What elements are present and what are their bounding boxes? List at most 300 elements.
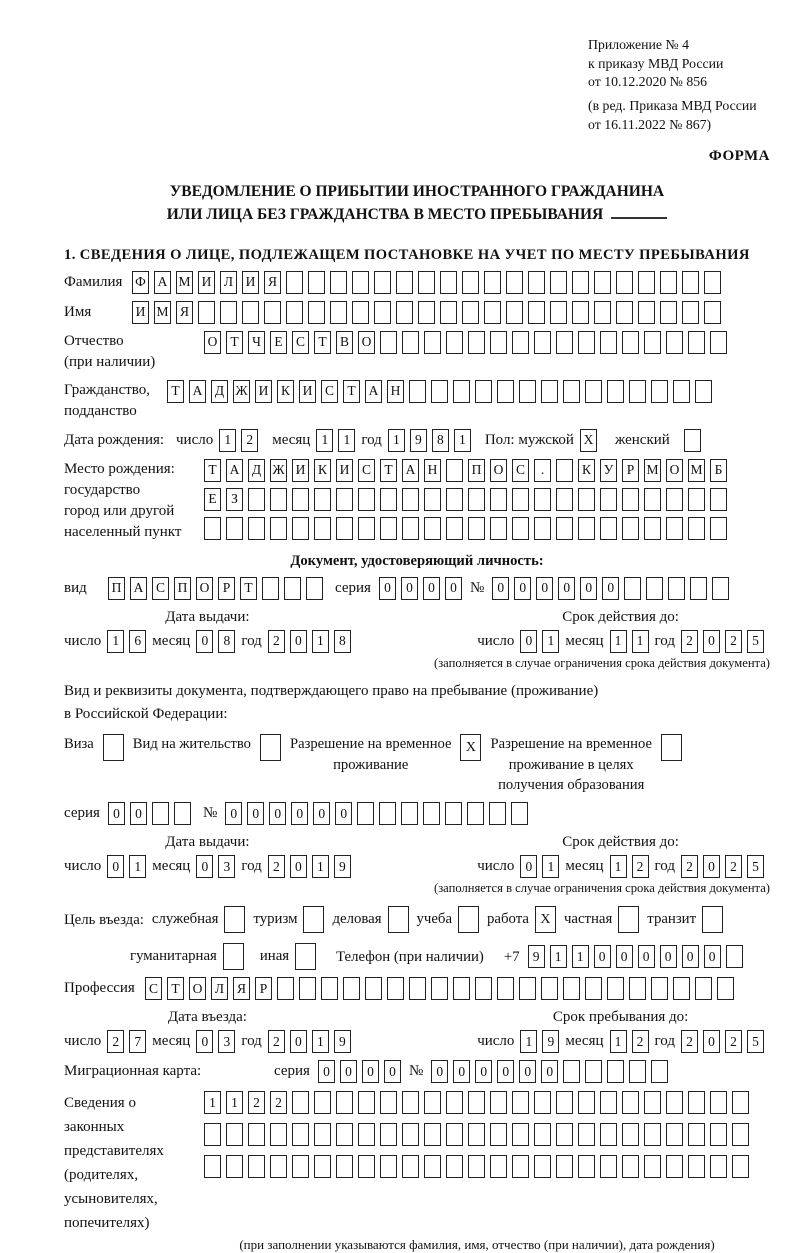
char-cell[interactable] bbox=[308, 271, 325, 294]
char-cell[interactable]: А bbox=[189, 380, 206, 403]
char-cell[interactable]: Т bbox=[380, 459, 397, 482]
char-cell[interactable] bbox=[226, 1123, 243, 1146]
char-cell[interactable] bbox=[710, 488, 727, 511]
char-cell[interactable] bbox=[710, 331, 727, 354]
char-cell[interactable]: 5 bbox=[747, 855, 764, 878]
char-cell[interactable] bbox=[528, 271, 545, 294]
char-cell[interactable] bbox=[299, 977, 316, 1000]
char-cell[interactable]: 1 bbox=[610, 1030, 627, 1053]
char-cell[interactable]: 5 bbox=[747, 1030, 764, 1053]
char-cell[interactable]: 0 bbox=[362, 1060, 379, 1083]
char-cell[interactable] bbox=[475, 380, 492, 403]
char-cell[interactable] bbox=[732, 1155, 749, 1178]
char-cell[interactable] bbox=[453, 380, 470, 403]
char-cell[interactable] bbox=[292, 1123, 309, 1146]
char-cell[interactable] bbox=[534, 488, 551, 511]
char-cell[interactable] bbox=[600, 1091, 617, 1114]
char-cell[interactable]: И bbox=[336, 459, 353, 482]
char-cell[interactable] bbox=[684, 429, 701, 452]
char-cell[interactable] bbox=[379, 802, 396, 825]
char-cell[interactable]: М bbox=[688, 459, 705, 482]
char-cell[interactable] bbox=[528, 301, 545, 324]
char-cell[interactable] bbox=[446, 1155, 463, 1178]
char-cell[interactable]: М bbox=[176, 271, 193, 294]
char-cell[interactable] bbox=[402, 1091, 419, 1114]
char-cell[interactable] bbox=[314, 1123, 331, 1146]
char-cell[interactable]: 1 bbox=[338, 429, 355, 452]
char-cell[interactable] bbox=[264, 301, 281, 324]
char-cell[interactable] bbox=[270, 517, 287, 540]
char-cell[interactable]: О bbox=[189, 977, 206, 1000]
char-cell[interactable] bbox=[401, 802, 418, 825]
char-cell[interactable] bbox=[490, 331, 507, 354]
char-cell[interactable]: 0 bbox=[247, 802, 264, 825]
char-cell[interactable] bbox=[248, 1155, 265, 1178]
char-cell[interactable] bbox=[352, 271, 369, 294]
char-cell[interactable]: 0 bbox=[541, 1060, 558, 1083]
char-cell[interactable]: 0 bbox=[703, 855, 720, 878]
checkbox-cell[interactable]: X bbox=[535, 906, 556, 933]
char-cell[interactable] bbox=[314, 517, 331, 540]
char-cell[interactable] bbox=[431, 380, 448, 403]
char-cell[interactable]: 2 bbox=[268, 630, 285, 653]
char-cell[interactable] bbox=[594, 271, 611, 294]
char-cell[interactable]: 0 bbox=[107, 855, 124, 878]
char-cell[interactable] bbox=[490, 1155, 507, 1178]
char-cell[interactable]: 1 bbox=[572, 945, 589, 968]
char-cell[interactable] bbox=[585, 1060, 602, 1083]
char-cell[interactable]: 0 bbox=[423, 577, 440, 600]
char-cell[interactable]: 0 bbox=[703, 1030, 720, 1053]
char-cell[interactable]: 0 bbox=[108, 802, 125, 825]
char-cell[interactable]: 0 bbox=[290, 630, 307, 653]
char-cell[interactable] bbox=[616, 301, 633, 324]
char-cell[interactable] bbox=[688, 1155, 705, 1178]
char-cell[interactable] bbox=[336, 488, 353, 511]
char-cell[interactable] bbox=[710, 517, 727, 540]
char-cell[interactable] bbox=[666, 517, 683, 540]
char-cell[interactable] bbox=[248, 517, 265, 540]
checkbox-cell[interactable] bbox=[224, 906, 245, 933]
char-cell[interactable] bbox=[226, 517, 243, 540]
char-cell[interactable]: О bbox=[204, 331, 221, 354]
char-cell[interactable] bbox=[556, 1155, 573, 1178]
char-cell[interactable]: Ф bbox=[132, 271, 149, 294]
char-cell[interactable] bbox=[468, 331, 485, 354]
char-cell[interactable] bbox=[424, 488, 441, 511]
char-cell[interactable]: 0 bbox=[519, 1060, 536, 1083]
char-cell[interactable] bbox=[624, 577, 641, 600]
char-cell[interactable]: 0 bbox=[638, 945, 655, 968]
char-cell[interactable] bbox=[402, 331, 419, 354]
char-cell[interactable]: 0 bbox=[594, 945, 611, 968]
char-cell[interactable] bbox=[336, 1155, 353, 1178]
char-cell[interactable] bbox=[519, 977, 536, 1000]
char-cell[interactable] bbox=[424, 331, 441, 354]
char-cell[interactable] bbox=[644, 331, 661, 354]
char-cell[interactable]: 0 bbox=[475, 1060, 492, 1083]
char-cell[interactable]: 0 bbox=[290, 1030, 307, 1053]
char-cell[interactable] bbox=[506, 301, 523, 324]
char-cell[interactable] bbox=[204, 1155, 221, 1178]
char-cell[interactable] bbox=[651, 380, 668, 403]
char-cell[interactable]: 0 bbox=[682, 945, 699, 968]
char-cell[interactable] bbox=[646, 577, 663, 600]
char-cell[interactable] bbox=[682, 271, 699, 294]
char-cell[interactable] bbox=[563, 380, 580, 403]
char-cell[interactable] bbox=[497, 977, 514, 1000]
char-cell[interactable] bbox=[418, 301, 435, 324]
char-cell[interactable]: 6 bbox=[129, 630, 146, 653]
char-cell[interactable]: С bbox=[292, 331, 309, 354]
char-cell[interactable]: Н bbox=[424, 459, 441, 482]
char-cell[interactable] bbox=[578, 488, 595, 511]
char-cell[interactable]: Е bbox=[270, 331, 287, 354]
char-cell[interactable]: О bbox=[666, 459, 683, 482]
char-cell[interactable]: 0 bbox=[290, 855, 307, 878]
char-cell[interactable] bbox=[270, 1155, 287, 1178]
char-cell[interactable]: 2 bbox=[632, 1030, 649, 1053]
char-cell[interactable]: А bbox=[130, 577, 147, 600]
char-cell[interactable]: 0 bbox=[291, 802, 308, 825]
char-cell[interactable]: Д bbox=[248, 459, 265, 482]
char-cell[interactable] bbox=[712, 577, 729, 600]
char-cell[interactable]: 7 bbox=[129, 1030, 146, 1053]
char-cell[interactable] bbox=[462, 271, 479, 294]
char-cell[interactable] bbox=[330, 301, 347, 324]
char-cell[interactable] bbox=[534, 1123, 551, 1146]
char-cell[interactable]: 2 bbox=[725, 855, 742, 878]
char-cell[interactable]: 8 bbox=[432, 429, 449, 452]
char-cell[interactable]: 1 bbox=[226, 1091, 243, 1114]
char-cell[interactable] bbox=[506, 271, 523, 294]
char-cell[interactable] bbox=[380, 1091, 397, 1114]
char-cell[interactable] bbox=[600, 331, 617, 354]
char-cell[interactable]: 2 bbox=[725, 630, 742, 653]
char-cell[interactable]: К bbox=[277, 380, 294, 403]
char-cell[interactable] bbox=[396, 271, 413, 294]
char-cell[interactable]: 3 bbox=[218, 855, 235, 878]
char-cell[interactable] bbox=[277, 977, 294, 1000]
char-cell[interactable]: О bbox=[196, 577, 213, 600]
char-cell[interactable] bbox=[638, 271, 655, 294]
char-cell[interactable]: Я bbox=[264, 271, 281, 294]
char-cell[interactable] bbox=[380, 1155, 397, 1178]
char-cell[interactable] bbox=[380, 331, 397, 354]
char-cell[interactable]: Ж bbox=[233, 380, 250, 403]
char-cell[interactable] bbox=[497, 380, 514, 403]
char-cell[interactable] bbox=[644, 1091, 661, 1114]
char-cell[interactable] bbox=[666, 488, 683, 511]
char-cell[interactable] bbox=[512, 517, 529, 540]
char-cell[interactable] bbox=[396, 301, 413, 324]
char-cell[interactable] bbox=[710, 1091, 727, 1114]
char-cell[interactable]: Т bbox=[167, 977, 184, 1000]
char-cell[interactable]: 1 bbox=[550, 945, 567, 968]
char-cell[interactable] bbox=[622, 1091, 639, 1114]
char-cell[interactable]: А bbox=[226, 459, 243, 482]
char-cell[interactable] bbox=[616, 271, 633, 294]
char-cell[interactable] bbox=[314, 488, 331, 511]
char-cell[interactable]: С bbox=[145, 977, 162, 1000]
char-cell[interactable]: Н bbox=[387, 380, 404, 403]
char-cell[interactable]: 1 bbox=[316, 429, 333, 452]
char-cell[interactable]: 0 bbox=[536, 577, 553, 600]
char-cell[interactable] bbox=[732, 1123, 749, 1146]
char-cell[interactable] bbox=[688, 488, 705, 511]
char-cell[interactable]: 2 bbox=[241, 429, 258, 452]
char-cell[interactable] bbox=[330, 271, 347, 294]
checkbox-cell[interactable] bbox=[458, 906, 479, 933]
checkbox-cell[interactable] bbox=[702, 906, 723, 933]
char-cell[interactable]: А bbox=[365, 380, 382, 403]
char-cell[interactable]: 2 bbox=[107, 1030, 124, 1053]
char-cell[interactable]: 0 bbox=[196, 1030, 213, 1053]
char-cell[interactable]: 1 bbox=[107, 630, 124, 653]
char-cell[interactable] bbox=[607, 1060, 624, 1083]
char-cell[interactable]: Е bbox=[204, 488, 221, 511]
char-cell[interactable] bbox=[585, 977, 602, 1000]
char-cell[interactable]: В bbox=[336, 331, 353, 354]
char-cell[interactable]: Т bbox=[240, 577, 257, 600]
char-cell[interactable] bbox=[358, 1123, 375, 1146]
char-cell[interactable]: Р bbox=[218, 577, 235, 600]
char-cell[interactable]: С bbox=[321, 380, 338, 403]
checkbox-cell[interactable]: X bbox=[460, 734, 481, 761]
char-cell[interactable] bbox=[666, 331, 683, 354]
char-cell[interactable] bbox=[512, 1155, 529, 1178]
char-cell[interactable]: А bbox=[154, 271, 171, 294]
char-cell[interactable] bbox=[726, 945, 743, 968]
char-cell[interactable] bbox=[286, 271, 303, 294]
char-cell[interactable]: 1 bbox=[610, 630, 627, 653]
char-cell[interactable] bbox=[468, 488, 485, 511]
char-cell[interactable] bbox=[242, 301, 259, 324]
char-cell[interactable]: К bbox=[578, 459, 595, 482]
char-cell[interactable] bbox=[666, 1091, 683, 1114]
char-cell[interactable]: П bbox=[174, 577, 191, 600]
char-cell[interactable] bbox=[440, 271, 457, 294]
char-cell[interactable] bbox=[409, 380, 426, 403]
char-cell[interactable] bbox=[600, 1155, 617, 1178]
char-cell[interactable]: 0 bbox=[703, 630, 720, 653]
char-cell[interactable]: 0 bbox=[196, 630, 213, 653]
char-cell[interactable] bbox=[204, 1123, 221, 1146]
char-cell[interactable]: 0 bbox=[130, 802, 147, 825]
char-cell[interactable] bbox=[695, 380, 712, 403]
char-cell[interactable] bbox=[292, 517, 309, 540]
char-cell[interactable] bbox=[563, 977, 580, 1000]
char-cell[interactable]: 0 bbox=[453, 1060, 470, 1083]
char-cell[interactable] bbox=[248, 488, 265, 511]
char-cell[interactable]: 1 bbox=[632, 630, 649, 653]
char-cell[interactable] bbox=[578, 517, 595, 540]
char-cell[interactable] bbox=[380, 517, 397, 540]
char-cell[interactable]: О bbox=[490, 459, 507, 482]
char-cell[interactable] bbox=[717, 977, 734, 1000]
char-cell[interactable] bbox=[475, 977, 492, 1000]
char-cell[interactable]: 2 bbox=[681, 630, 698, 653]
char-cell[interactable]: 9 bbox=[410, 429, 427, 452]
checkbox-cell[interactable] bbox=[260, 734, 281, 761]
char-cell[interactable] bbox=[489, 802, 506, 825]
char-cell[interactable]: 1 bbox=[129, 855, 146, 878]
char-cell[interactable]: И bbox=[132, 301, 149, 324]
char-cell[interactable] bbox=[431, 977, 448, 1000]
char-cell[interactable] bbox=[484, 301, 501, 324]
char-cell[interactable] bbox=[600, 1123, 617, 1146]
char-cell[interactable] bbox=[578, 1155, 595, 1178]
char-cell[interactable] bbox=[541, 380, 558, 403]
char-cell[interactable]: 9 bbox=[334, 1030, 351, 1053]
char-cell[interactable] bbox=[651, 1060, 668, 1083]
char-cell[interactable]: . bbox=[534, 459, 551, 482]
char-cell[interactable]: 0 bbox=[384, 1060, 401, 1083]
char-cell[interactable] bbox=[622, 331, 639, 354]
char-cell[interactable]: X bbox=[580, 429, 597, 452]
char-cell[interactable] bbox=[600, 488, 617, 511]
char-cell[interactable] bbox=[336, 517, 353, 540]
char-cell[interactable] bbox=[622, 1123, 639, 1146]
char-cell[interactable]: 1 bbox=[388, 429, 405, 452]
char-cell[interactable] bbox=[365, 977, 382, 1000]
char-cell[interactable] bbox=[688, 1091, 705, 1114]
char-cell[interactable] bbox=[688, 517, 705, 540]
char-cell[interactable] bbox=[666, 1155, 683, 1178]
char-cell[interactable]: С bbox=[152, 577, 169, 600]
char-cell[interactable]: 1 bbox=[610, 855, 627, 878]
char-cell[interactable] bbox=[638, 301, 655, 324]
char-cell[interactable]: Р bbox=[255, 977, 272, 1000]
char-cell[interactable] bbox=[644, 488, 661, 511]
char-cell[interactable]: 0 bbox=[313, 802, 330, 825]
char-cell[interactable]: У bbox=[600, 459, 617, 482]
checkbox-cell[interactable] bbox=[388, 906, 409, 933]
char-cell[interactable] bbox=[704, 271, 721, 294]
char-cell[interactable]: И bbox=[242, 271, 259, 294]
char-cell[interactable] bbox=[556, 459, 573, 482]
char-cell[interactable] bbox=[270, 1123, 287, 1146]
char-cell[interactable]: 0 bbox=[401, 577, 418, 600]
char-cell[interactable] bbox=[512, 1123, 529, 1146]
char-cell[interactable] bbox=[308, 301, 325, 324]
char-cell[interactable]: 0 bbox=[514, 577, 531, 600]
char-cell[interactable]: 0 bbox=[318, 1060, 335, 1083]
char-cell[interactable] bbox=[306, 577, 323, 600]
char-cell[interactable]: Л bbox=[211, 977, 228, 1000]
char-cell[interactable] bbox=[358, 517, 375, 540]
char-cell[interactable] bbox=[556, 331, 573, 354]
char-cell[interactable] bbox=[556, 488, 573, 511]
char-cell[interactable] bbox=[534, 1155, 551, 1178]
char-cell[interactable] bbox=[321, 977, 338, 1000]
char-cell[interactable] bbox=[343, 977, 360, 1000]
char-cell[interactable] bbox=[445, 802, 462, 825]
char-cell[interactable] bbox=[357, 802, 374, 825]
char-cell[interactable] bbox=[629, 1060, 646, 1083]
char-cell[interactable]: 0 bbox=[704, 945, 721, 968]
char-cell[interactable]: 5 bbox=[747, 630, 764, 653]
char-cell[interactable] bbox=[695, 977, 712, 1000]
char-cell[interactable] bbox=[468, 517, 485, 540]
char-cell[interactable] bbox=[402, 1123, 419, 1146]
char-cell[interactable] bbox=[512, 331, 529, 354]
char-cell[interactable] bbox=[409, 977, 426, 1000]
char-cell[interactable]: С bbox=[358, 459, 375, 482]
char-cell[interactable] bbox=[336, 1091, 353, 1114]
char-cell[interactable] bbox=[424, 1123, 441, 1146]
char-cell[interactable]: 1 bbox=[219, 429, 236, 452]
char-cell[interactable] bbox=[402, 488, 419, 511]
char-cell[interactable]: П bbox=[108, 577, 125, 600]
char-cell[interactable] bbox=[468, 1123, 485, 1146]
char-cell[interactable] bbox=[490, 1123, 507, 1146]
char-cell[interactable] bbox=[644, 517, 661, 540]
char-cell[interactable]: 9 bbox=[542, 1030, 559, 1053]
char-cell[interactable] bbox=[600, 517, 617, 540]
char-cell[interactable] bbox=[666, 1123, 683, 1146]
char-cell[interactable] bbox=[446, 517, 463, 540]
char-cell[interactable] bbox=[424, 517, 441, 540]
char-cell[interactable] bbox=[550, 271, 567, 294]
char-cell[interactable]: Т bbox=[314, 331, 331, 354]
char-cell[interactable]: 8 bbox=[218, 630, 235, 653]
char-cell[interactable] bbox=[511, 802, 528, 825]
char-cell[interactable]: И bbox=[198, 271, 215, 294]
char-cell[interactable]: М bbox=[154, 301, 171, 324]
char-cell[interactable]: И bbox=[292, 459, 309, 482]
char-cell[interactable] bbox=[629, 977, 646, 1000]
char-cell[interactable] bbox=[446, 331, 463, 354]
char-cell[interactable]: 2 bbox=[632, 855, 649, 878]
char-cell[interactable]: 1 bbox=[520, 1030, 537, 1053]
char-cell[interactable] bbox=[732, 1091, 749, 1114]
char-cell[interactable]: 0 bbox=[520, 630, 537, 653]
char-cell[interactable] bbox=[622, 488, 639, 511]
char-cell[interactable] bbox=[556, 1091, 573, 1114]
char-cell[interactable]: 3 bbox=[218, 1030, 235, 1053]
char-cell[interactable] bbox=[423, 802, 440, 825]
char-cell[interactable] bbox=[490, 517, 507, 540]
char-cell[interactable] bbox=[673, 380, 690, 403]
char-cell[interactable] bbox=[314, 1155, 331, 1178]
char-cell[interactable]: Я bbox=[176, 301, 193, 324]
char-cell[interactable]: М bbox=[644, 459, 661, 482]
char-cell[interactable] bbox=[519, 380, 536, 403]
char-cell[interactable] bbox=[710, 1155, 727, 1178]
char-cell[interactable] bbox=[550, 301, 567, 324]
char-cell[interactable] bbox=[446, 488, 463, 511]
char-cell[interactable]: Л bbox=[220, 271, 237, 294]
char-cell[interactable] bbox=[534, 1091, 551, 1114]
char-cell[interactable] bbox=[541, 977, 558, 1000]
char-cell[interactable] bbox=[572, 271, 589, 294]
char-cell[interactable]: К bbox=[314, 459, 331, 482]
char-cell[interactable] bbox=[358, 1091, 375, 1114]
char-cell[interactable] bbox=[358, 1155, 375, 1178]
char-cell[interactable] bbox=[292, 1091, 309, 1114]
char-cell[interactable] bbox=[262, 577, 279, 600]
char-cell[interactable]: Т bbox=[226, 331, 243, 354]
char-cell[interactable] bbox=[668, 577, 685, 600]
char-cell[interactable] bbox=[402, 1155, 419, 1178]
char-cell[interactable] bbox=[490, 488, 507, 511]
char-cell[interactable] bbox=[204, 517, 221, 540]
char-cell[interactable]: 0 bbox=[660, 945, 677, 968]
char-cell[interactable]: 0 bbox=[225, 802, 242, 825]
char-cell[interactable]: С bbox=[512, 459, 529, 482]
char-cell[interactable] bbox=[374, 301, 391, 324]
